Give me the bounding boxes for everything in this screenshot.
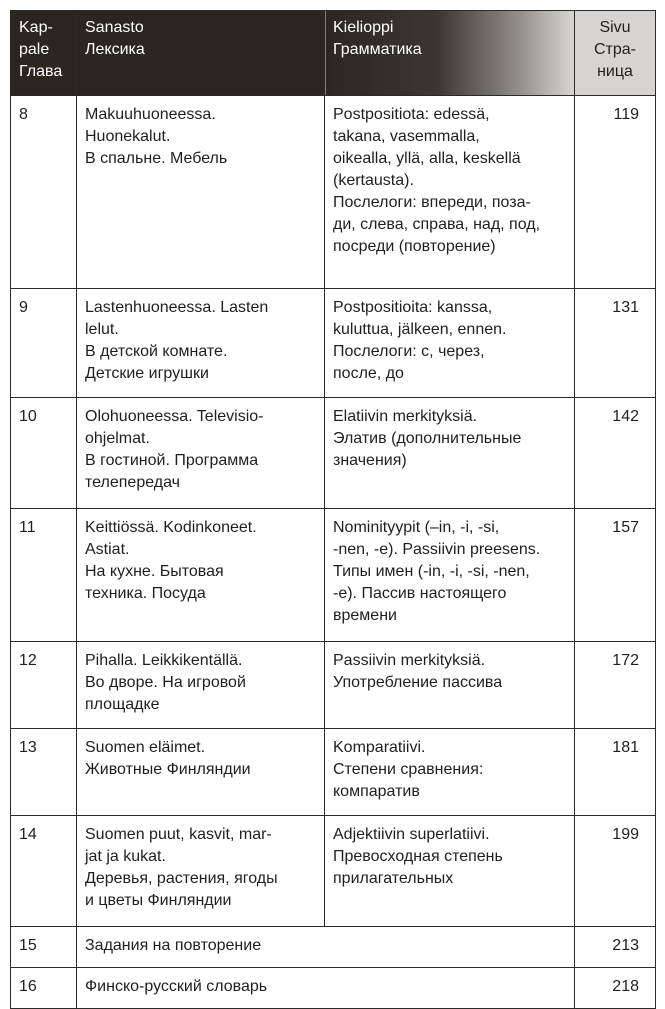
grammar-line: Adjektiivin superlatiivi. xyxy=(333,826,490,843)
grammar-cell xyxy=(325,729,575,816)
page-number: 157 xyxy=(575,509,656,642)
grammar-line: ди, слева, справа, над, под, xyxy=(333,216,541,233)
header-row xyxy=(11,11,656,96)
vocabulary-line: Pihalla. Leikkikentällä. xyxy=(85,652,243,669)
chapter-number: 14 xyxy=(11,816,77,927)
grammar-line: Послелоги: с, через, xyxy=(333,343,485,360)
grammar-line: прилагательных xyxy=(333,870,454,887)
vocabulary-line: Детские игрушки xyxy=(85,365,209,382)
grammar-cell xyxy=(325,289,575,398)
header-chapter xyxy=(11,11,77,96)
grammar-line: Степени сравнения: xyxy=(333,761,484,778)
grammar-line: Komparatiivi. xyxy=(333,739,426,756)
header-vocabulary-line: Sanasto xyxy=(85,19,144,36)
vocabulary-line: телепередач xyxy=(85,474,180,491)
page-number: 213 xyxy=(575,927,656,968)
grammar-line: Элатив (дополнительные xyxy=(333,430,522,447)
grammar-line: Nominityypit (–in, -i, -si, xyxy=(333,519,500,536)
grammar-line: Passiivin merkityksiä. xyxy=(333,652,486,669)
vocabulary-line: Suomen eläimet. xyxy=(85,739,206,756)
vocabulary-line: и цветы Финляндии xyxy=(85,892,232,909)
grammar-line: значения) xyxy=(333,452,407,469)
table-row xyxy=(11,96,656,289)
header-chapter-line: Kap- xyxy=(19,19,53,36)
grammar-line: takana, vasemmalla, xyxy=(333,128,480,145)
page-number: 181 xyxy=(575,729,656,816)
grammar-line: после, до xyxy=(333,365,404,382)
vocabulary-line: В спальне. Мебель xyxy=(85,150,228,167)
vocabulary-cell xyxy=(77,289,325,398)
chapter-number: 11 xyxy=(11,509,77,642)
page-number: 131 xyxy=(575,289,656,398)
vocabulary-line: площадке xyxy=(85,696,160,713)
vocabulary-cell xyxy=(77,398,325,509)
vocabulary-line: lelut. xyxy=(85,321,119,338)
table-row xyxy=(11,642,656,729)
header-grammar-line: Грамматика xyxy=(333,41,422,58)
grammar-line: kuluttua, jälkeen, ennen. xyxy=(333,321,507,338)
vocabulary-cell xyxy=(77,509,325,642)
grammar-line: -e). Пассив настоящего xyxy=(333,585,507,602)
section-title: Финско-русский словарь xyxy=(77,968,575,1009)
header-vocabulary xyxy=(77,11,325,96)
header-page-line: Sivu xyxy=(599,19,631,36)
grammar-cell xyxy=(325,398,575,509)
vocabulary-line: Животные Финляндии xyxy=(85,761,251,778)
table-row xyxy=(11,509,656,642)
header-grammar-line: Kielioppi xyxy=(333,19,394,36)
chapter-number: 10 xyxy=(11,398,77,509)
table-row xyxy=(11,816,656,927)
chapter-number: 12 xyxy=(11,642,77,729)
header-page xyxy=(575,11,656,96)
header-chapter-line: pale xyxy=(19,41,50,58)
section-title: Задания на повторение xyxy=(77,927,575,968)
header-page-line: Стра- xyxy=(593,41,636,58)
header-vocabulary-line: Лексика xyxy=(85,41,145,58)
table-row xyxy=(11,968,656,1009)
grammar-line: (kertausta). xyxy=(333,172,414,189)
grammar-line: oikealla, yllä, alla, keskellä xyxy=(333,150,521,167)
table-row xyxy=(11,729,656,816)
vocabulary-line: Suomen puut, kasvit, mar- xyxy=(85,826,272,843)
vocabulary-line: Makuuhuoneessa. xyxy=(85,106,216,123)
contents-page xyxy=(10,10,655,995)
header-grammar xyxy=(325,11,575,96)
vocabulary-line: На кухне. Бытовая xyxy=(85,563,224,580)
header-page-line: ница xyxy=(597,63,633,80)
table-row xyxy=(11,927,656,968)
grammar-cell xyxy=(325,96,575,289)
contents-table xyxy=(10,10,656,1009)
page-number: 119 xyxy=(575,96,656,289)
vocabulary-line: Olohuoneessa. Televisio- xyxy=(85,408,264,425)
vocabulary-line: ohjelmat. xyxy=(85,430,150,447)
page-number: 218 xyxy=(575,968,656,1009)
page-number: 142 xyxy=(575,398,656,509)
page-number: 199 xyxy=(575,816,656,927)
grammar-line: компаратив xyxy=(333,783,420,800)
grammar-line: Послелоги: впереди, поза- xyxy=(333,194,531,211)
vocabulary-cell xyxy=(77,642,325,729)
vocabulary-line: Astiat. xyxy=(85,541,130,558)
vocabulary-line: Lastenhuoneessa. Lasten xyxy=(85,299,269,316)
vocabulary-cell xyxy=(77,816,325,927)
vocabulary-line: jat ja kukat. xyxy=(85,848,166,865)
grammar-line: Превосходная степень xyxy=(333,848,503,865)
chapter-number: 13 xyxy=(11,729,77,816)
chapter-number: 16 xyxy=(11,968,77,1009)
grammar-line: Типы имен (-in, -i, -si, -nen, xyxy=(333,563,530,580)
vocabulary-cell xyxy=(77,729,325,816)
table-row xyxy=(11,398,656,509)
chapter-number: 8 xyxy=(11,96,77,289)
grammar-line: посреди (повторение) xyxy=(333,238,496,255)
grammar-line: Elatiivin merkityksiä. xyxy=(333,408,478,425)
grammar-line: Употребление пассива xyxy=(333,674,503,691)
vocabulary-line: Huonekalut. xyxy=(85,128,171,145)
grammar-cell xyxy=(325,642,575,729)
grammar-line: времени xyxy=(333,607,397,624)
grammar-cell xyxy=(325,816,575,927)
vocabulary-line: Деревья, растения, ягоды xyxy=(85,870,278,887)
chapter-number: 9 xyxy=(11,289,77,398)
vocabulary-line: В гостиной. Программа xyxy=(85,452,259,469)
vocabulary-cell xyxy=(77,96,325,289)
header-chapter-line: Глава xyxy=(19,63,63,80)
table-row xyxy=(11,289,656,398)
vocabulary-line: Во дворе. На игровой xyxy=(85,674,246,691)
grammar-line: -nen, -e). Passiivin preesens. xyxy=(333,541,541,558)
vocabulary-line: В детской комнате. xyxy=(85,343,228,360)
vocabulary-line: техника. Посуда xyxy=(85,585,206,602)
grammar-cell xyxy=(325,509,575,642)
chapter-number: 15 xyxy=(11,927,77,968)
grammar-line: Postpositioita: kanssa, xyxy=(333,299,493,316)
vocabulary-line: Keittiössä. Kodinkoneet. xyxy=(85,519,257,536)
page-number: 172 xyxy=(575,642,656,729)
grammar-line: Postpositiota: edessä, xyxy=(333,106,490,123)
